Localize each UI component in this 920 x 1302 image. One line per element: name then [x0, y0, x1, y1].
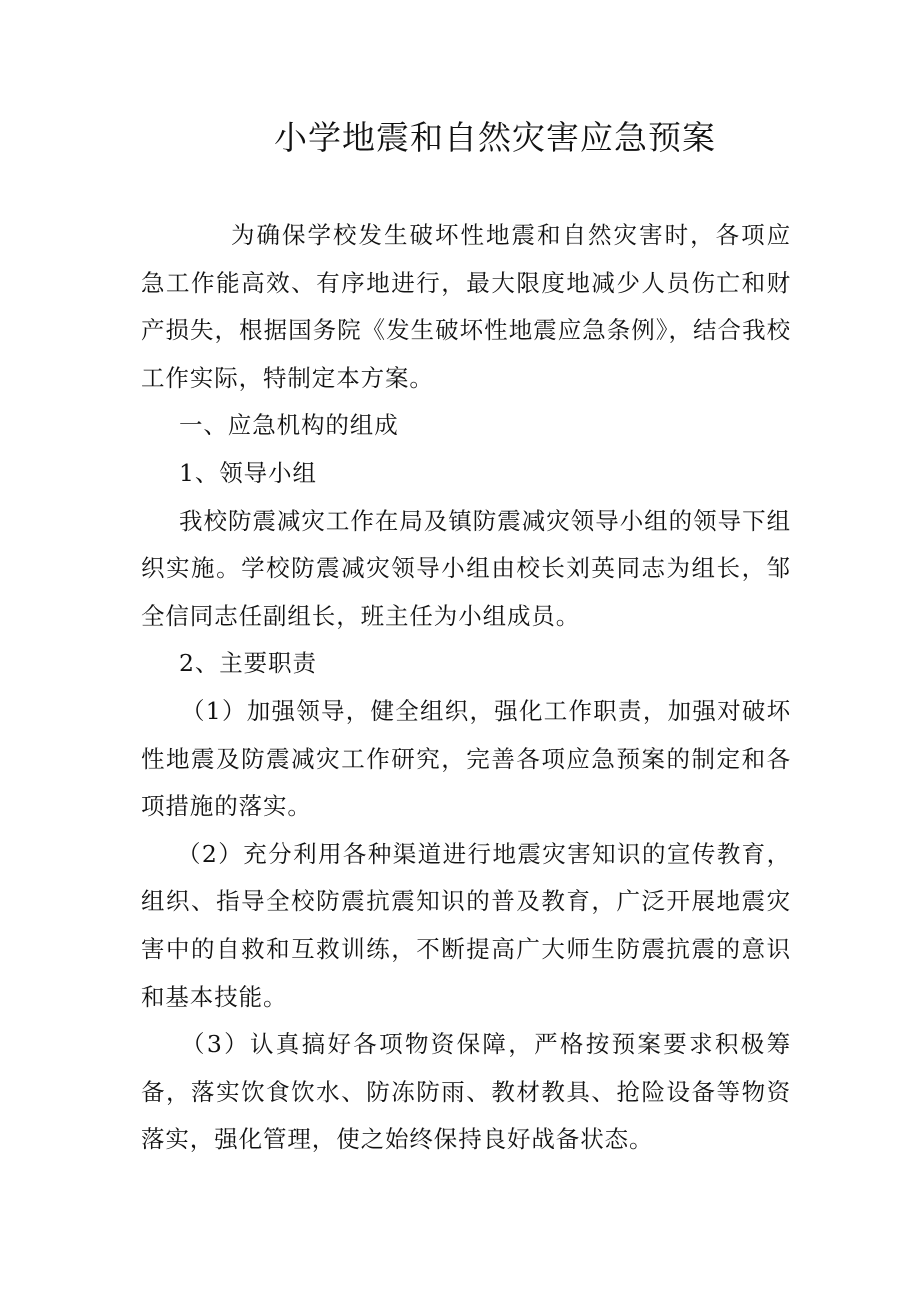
document-body — [141, 212, 791, 1164]
subsection-heading-leadership: 1、领导小组 — [179, 458, 317, 487]
leadership-paragraph: 我校防震减灾工作在局及镇防震减灾领导小组的领导下组织实施。学校防震减灾领导小组由校长刘英同志为组长，邹全信同志任副组长，班主任为小组成员。 — [141, 506, 791, 630]
intro-paragraph: 为确保学校发生破坏性地震和自然灾害时，各项应急工作能高效、有序地进行，最大限度地减少人员伤亡和财产损失，根据国务院《发生破坏性地震应急条例》，结合我校工作实际，特制定本方案。 — [141, 221, 791, 392]
duty-item-3: （3）认真搞好各项物资保障，严格按预案要求积极筹备，落实饮食饮水、防冻防雨、教材教具、抢险设备等物资落实，强化管理，使之始终保持良好战备状态。 — [141, 1030, 791, 1154]
section-heading: 一、应急机构的组成 — [179, 411, 399, 440]
subsection-heading-duties: 2、主要职责 — [179, 649, 317, 678]
duty-item-1: （1）加强领导，健全组织，强化工作职责，加强对破坏性地震及防震减灾工作研究，完善各项应急预案的制定和各项措施的落实。 — [141, 696, 791, 821]
document-title: 小学地震和自然灾害应急预案 — [274, 118, 716, 157]
duty-item-2: （2）充分利用各种渠道进行地震灾害知识的宣传教育，组织、指导全校防震抗震知识的普及教育，广泛开展地震灾害中的自救和互救训练，不断提高广大师生防震抗震的意识和基本技能。 — [141, 839, 791, 1011]
